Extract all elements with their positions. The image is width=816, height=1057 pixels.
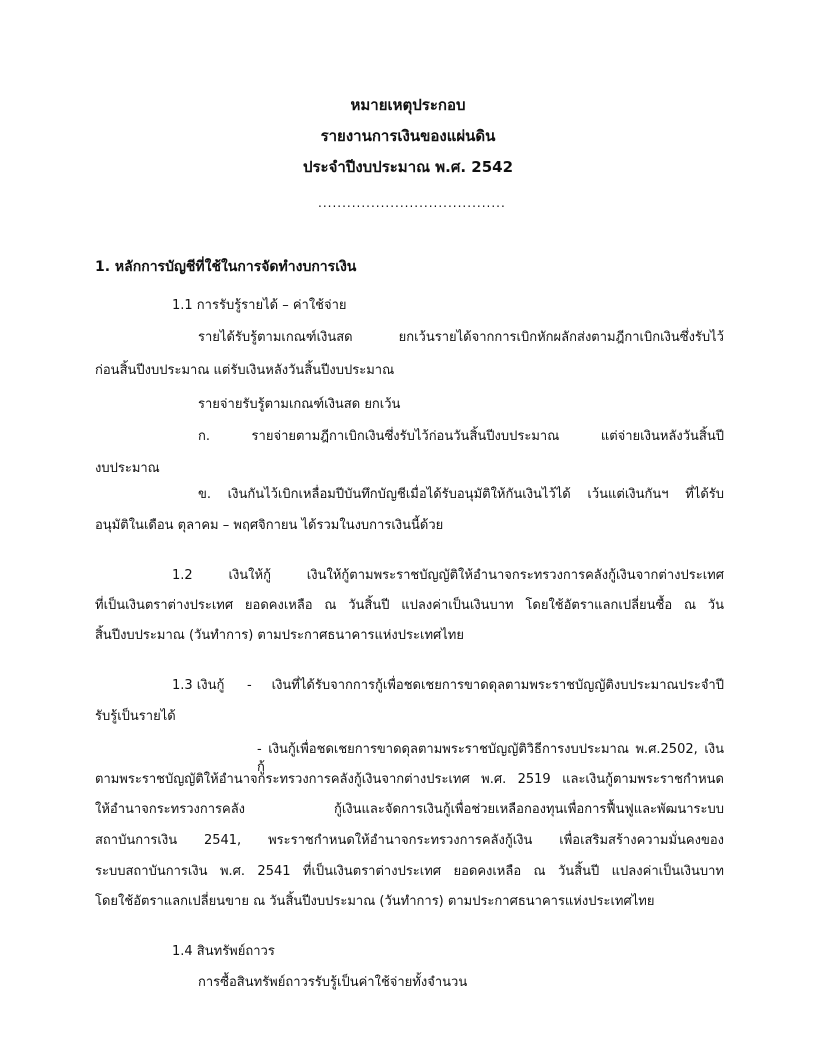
s1-1-item-a-line1: ก. รายจ่ายตามฎีกาเบิกเงินซึ่งรับไว้ก่อนวันสิ้นปีงบประมาณ แต่จ่ายเงินหลังวันสิ้นปี xyxy=(198,429,724,444)
s1-1-item-b-line2: อนุมัติในเดือน ตุลาคม – พฤศจิกายน ได้รวมในงบการเงินนี้ด้วย xyxy=(95,518,444,533)
subsection-1-1-title: 1.1 การรับรู้รายได้ – ค่าใช้จ่าย xyxy=(172,298,347,313)
s1-3-para2-line2: ตามพระราชบัญญัติให้อำนาจกระทรวงการคลังกู้เงินจากต่างประเทศ พ.ศ. 2519 และเงินกู้ตามพระราชกำหนด xyxy=(95,772,724,787)
s1-3-para2-line6: โดยใช้อัตราแลกเปลี่ยนขาย ณ วันสิ้นปีงบประมาณ (วันทำการ) ตามประกาศธนาคารแห่งประเทศไทย xyxy=(95,894,655,909)
section-1-heading: 1. หลักการบัญชีที่ใช้ในการจัดทำงบการเงิน xyxy=(95,259,357,275)
s1-1-para1-line1: รายได้รับรู้ตามเกณฑ์เงินสด ยกเว้นรายได้จากการเบิกหักผลักส่งตามฎีกาเบิกเงินซึ่งรับไว้ xyxy=(198,330,724,345)
s1-1-para2: รายจ่ายรับรู้ตามเกณฑ์เงินสด ยกเว้น xyxy=(198,397,401,412)
s1-1-para1-line2: ก่อนสิ้นปีงบประมาณ แต่รับเงินหลังวันสิ้นปีงบประมาณ xyxy=(95,363,395,378)
s1-3-label: 1.3 เงินกู้ xyxy=(172,678,225,693)
s1-1-item-a-line2: งบประมาณ xyxy=(95,461,160,476)
s1-1-item-b-line1: ข. เงินกันไว้เบิกเหลื่อมปีบันทึกบัญชีเมื่อได้รับอนุมัติให้กันเงินไว้ได้ เว้นแต่เงินกันฯ ที่ได้รับ xyxy=(198,487,724,502)
title-separator: ....................................... xyxy=(318,196,506,210)
s1-2-line2: ที่เป็นเงินตราต่างประเทศ ยอดคงเหลือ ณ วันสิ้นปี แปลงค่าเป็นเงินบาท โดยใช้อัตราแลกเปลี่ยนซื้อ ณ วัน xyxy=(95,598,724,613)
s1-3-para1-line2: รับรู้เป็นรายได้ xyxy=(95,709,176,724)
s1-2-line3: สิ้นปีงบประมาณ (วันทำการ) ตามประกาศธนาคารแห่งประเทศไทย xyxy=(95,628,464,643)
doc-title-line-1: หมายเหตุประกอบ xyxy=(350,96,466,114)
doc-title-line-2: รายงานการเงินของแผ่นดิน xyxy=(320,127,496,145)
s1-4-para1: การซื้อสินทรัพย์ถาวรรับรู้เป็นค่าใช้จ่ายทั้งจำนวน xyxy=(198,975,468,990)
s1-3-para1-line1: - เงินที่ได้รับจากการกู้เพื่อชดเชยการขาดดุลตามพระราชบัญญัติงบประมาณประจำปี xyxy=(247,678,724,693)
subsection-1-4-title: 1.4 สินทรัพย์ถาวร xyxy=(172,944,275,959)
s1-3-para2-line4: สถาบันการเงิน 2541, พระราชกำหนดให้อำนาจกระทรวงการคลังกู้เงิน เพื่อเสริมสร้างความมั่นคงของ xyxy=(95,833,724,848)
s1-3-para2-line5: ระบบสถาบันการเงิน พ.ศ. 2541 ที่เป็นเงินตราต่างประเทศ ยอดคงเหลือ ณ วันสิ้นปี แปลงค่าเป็นเงินบาท xyxy=(95,864,724,879)
s1-2-line1: 1.2 เงินให้กู้ เงินให้กู้ตามพระราชบัญญัติให้อำนาจกระทรวงการคลังกู้เงินจากต่างประเทศ xyxy=(172,568,724,583)
s1-3-para2-line3: ให้อำนาจกระทรวงการคลัง กู้เงินและจัดการเงินกู้เพื่อช่วยเหลือกองทุนเพื่อการฟื้นฟูและพัฒนาระบบ xyxy=(95,802,724,817)
s1-3-para2-line1: - เงินกู้เพื่อชดเชยการขาดดุลตามพระราชบัญญัติวิธีการงบประมาณ พ.ศ.2502, เงินกู้ xyxy=(257,742,724,775)
doc-title-line-3: ประจำปีงบประมาณ พ.ศ. 2542 xyxy=(302,158,514,176)
